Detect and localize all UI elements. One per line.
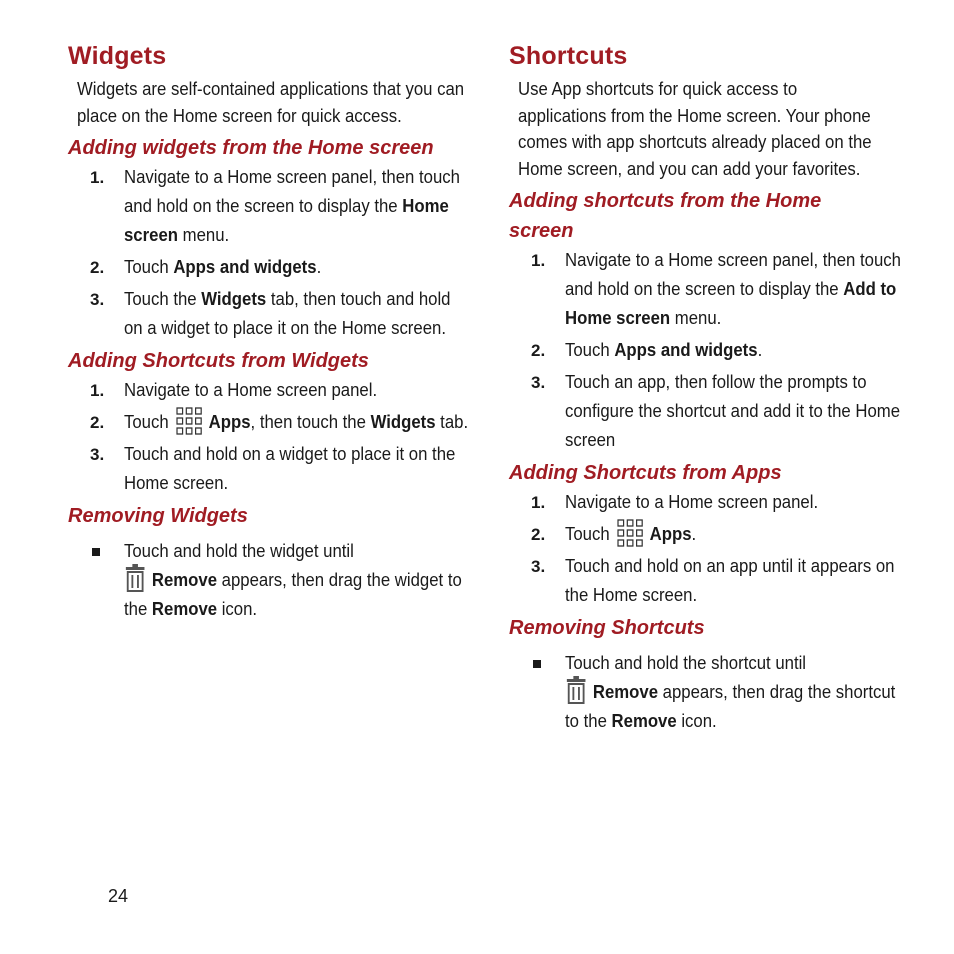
step-text: Touch and hold on a widget to place it on the Home screen. — [124, 444, 456, 493]
apps-grid-icon — [175, 406, 203, 436]
step-text: Touch — [124, 257, 174, 277]
bullet-bold: Remove — [151, 570, 218, 590]
step-text: . — [316, 257, 322, 277]
list-item — [509, 488, 909, 517]
step-text: Touch an app, then follow the prompts to configure the shortcut and add it to the Home screen — [565, 372, 901, 450]
step-text: Touch and hold on an app until it appears on the Home screen. — [565, 556, 895, 605]
list-item — [68, 376, 468, 405]
step-bold: Add to Home screen — [565, 279, 897, 328]
page-number: 24 — [108, 886, 129, 906]
bullet-square-icon — [533, 660, 541, 668]
step-number: 2. — [531, 525, 546, 544]
shortcuts-title: Shortcuts — [509, 42, 628, 70]
trash-icon — [124, 564, 146, 592]
step-text: Navigate to a Home screen panel, then touch and hold on the screen to display the — [565, 250, 901, 299]
step-bold: Home screen — [124, 196, 449, 245]
step-number: 1. — [90, 168, 105, 187]
shortcuts-intro: Use App shortcuts for quick access to applications from the Home screen. Your phone comes with app shortcuts already placed on the Home screen, and you can add your favorites. — [518, 79, 872, 179]
list-item — [509, 552, 909, 610]
step-bold: Apps — [649, 524, 692, 544]
step-number: 3. — [90, 445, 105, 464]
list-item — [68, 163, 468, 250]
step-text: Navigate to a Home screen panel. — [565, 492, 819, 512]
shortcuts-from-widgets-steps — [68, 376, 468, 498]
list-item — [509, 520, 909, 549]
bullet-square-icon — [92, 548, 100, 556]
bullet-text: icon. — [217, 599, 258, 619]
heading-adding-shortcuts-home: Adding shortcuts from the Home screen — [509, 190, 822, 242]
step-text: Touch — [124, 412, 174, 432]
bullet-bold: Remove — [151, 599, 218, 619]
list-item — [68, 253, 468, 282]
list-item — [68, 440, 468, 498]
step-number: 1. — [531, 251, 546, 270]
list-item — [68, 408, 468, 437]
apps-grid-icon — [616, 518, 644, 548]
step-text: . — [757, 340, 763, 360]
step-bold: Apps — [208, 412, 251, 432]
step-text: Navigate to a Home screen panel, then touch and hold on the screen to display the — [124, 167, 460, 216]
list-item — [68, 537, 468, 624]
step-text: Touch — [565, 340, 615, 360]
heading-shortcuts-from-widgets: Adding Shortcuts from Widgets — [68, 350, 369, 372]
step-text: menu. — [670, 308, 722, 328]
bullet-text: appears, then drag the shortcut to the — [565, 682, 896, 731]
step-number: 1. — [90, 381, 105, 400]
step-text: Touch the — [124, 289, 202, 309]
step-text: menu. — [177, 225, 230, 245]
bullet-text: appears, then drag the widget to the — [124, 570, 462, 619]
step-bold: Apps and widgets — [614, 340, 758, 360]
bullet-text: Touch and hold the widget until — [124, 541, 354, 561]
step-bold: Widgets — [370, 412, 436, 432]
adding-widgets-steps — [68, 163, 468, 343]
list-item — [509, 246, 909, 333]
bullet-text: icon. — [676, 711, 717, 731]
bullet-text: Touch and hold the shortcut until — [565, 653, 807, 673]
step-text: tab, then touch and hold on a widget to place it on the Home screen. — [124, 289, 451, 338]
shortcuts-from-apps-steps — [509, 488, 909, 610]
step-number: 3. — [531, 373, 546, 392]
widgets-title: Widgets — [68, 42, 167, 70]
step-number: 3. — [90, 290, 105, 309]
step-number: 2. — [531, 341, 546, 360]
step-text: Navigate to a Home screen panel. — [124, 380, 378, 400]
step-number: 3. — [531, 557, 546, 576]
heading-adding-widgets: Adding widgets from the Home screen — [68, 137, 434, 159]
step-number: 1. — [531, 493, 546, 512]
right-column — [509, 38, 909, 736]
bullet-bold: Remove — [611, 711, 677, 731]
step-number: 2. — [90, 413, 105, 432]
step-bold: Widgets — [201, 289, 267, 309]
list-item — [509, 336, 909, 365]
list-item — [509, 368, 909, 455]
adding-shortcuts-home-steps — [509, 246, 909, 455]
removing-widgets-list — [68, 537, 468, 624]
widgets-intro: Widgets are self-contained applications that you can place on the Home screen for quick access. — [77, 79, 465, 126]
list-item — [68, 285, 468, 343]
bullet-bold: Remove — [592, 682, 659, 702]
step-text: tab. — [435, 412, 469, 432]
step-text: , then touch the — [250, 412, 371, 432]
removing-shortcuts-list — [509, 649, 909, 736]
trash-icon — [565, 676, 587, 704]
heading-removing-widgets: Removing Widgets — [68, 505, 248, 527]
step-bold: Apps and widgets — [173, 257, 317, 277]
step-text: Touch — [565, 524, 615, 544]
heading-removing-shortcuts: Removing Shortcuts — [509, 617, 705, 639]
left-column — [68, 38, 468, 624]
heading-shortcuts-from-apps: Adding Shortcuts from Apps — [509, 462, 782, 484]
step-text: . — [691, 524, 697, 544]
step-number: 2. — [90, 258, 105, 277]
list-item — [509, 649, 909, 736]
